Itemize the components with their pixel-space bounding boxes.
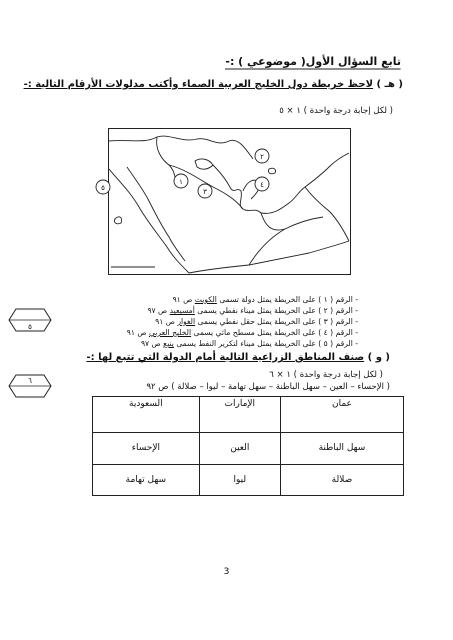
marker-4-label: ٤ bbox=[260, 181, 264, 189]
table-cell: العين bbox=[199, 433, 280, 464]
table-header-row bbox=[93, 397, 404, 433]
legend-item: - الرقم ( ٥ ) على الخريطة يمثل ميناء لتكرير النفط يسمى ينبع ص ٩٧ bbox=[140, 339, 358, 348]
question-h-grade: ( لكل إجابة درجة واحدة ) ١ × ٥ bbox=[279, 106, 393, 116]
score-box-5 bbox=[8, 308, 52, 332]
table-cell: ليوا bbox=[199, 464, 280, 495]
table-header-cell: السعودية bbox=[93, 397, 200, 433]
map-outline bbox=[109, 129, 350, 274]
table-row bbox=[93, 464, 404, 495]
question-h-label: ( هـ ) bbox=[376, 79, 403, 90]
question-w-text: صنف المناطق الزراعية التالية أمام الدولة التي تتبع لها :- bbox=[86, 352, 365, 363]
marker-1-label: ١ bbox=[179, 178, 183, 186]
section-continuation-text: تابع السؤال الأول( موضوعي ) :- bbox=[225, 55, 401, 68]
legend-item: - الرقم ( ٢ ) على الخريطة يمثل ميناء نفطي يسمى أمسيعيد ص ٩٧ bbox=[147, 306, 358, 315]
page-number: 3 bbox=[223, 567, 230, 577]
marker-3-label: ٣ bbox=[203, 188, 207, 196]
map-legend bbox=[127, 294, 358, 349]
legend-answer: أمسيعيد bbox=[169, 306, 195, 315]
marker-5 bbox=[93, 177, 113, 197]
legend-item: - الرقم ( ١ ) على الخريطة يمثل دولة تسمى الكويت ص ٩١ bbox=[172, 295, 358, 304]
score-box-5-label: ٥ bbox=[28, 323, 32, 331]
question-w-word-list: ( الإحساء – العين – سهل الباطنة – سهل تهامة – ليوا – صلالة ) ص ٩٢ bbox=[146, 382, 390, 392]
gulf-blank-map bbox=[101, 128, 351, 275]
legend-page: ص ٩٧ bbox=[140, 339, 161, 348]
title-underline bbox=[225, 68, 401, 70]
table-header-cell: عمان bbox=[280, 397, 403, 433]
question-h-heading bbox=[24, 79, 403, 90]
table-header-cell: الإمارات bbox=[199, 397, 280, 433]
table-cell: سهل الباطنة bbox=[280, 433, 403, 464]
question-w-label: ( و ) bbox=[367, 352, 390, 363]
question-h-text: لاحظ خريطة دول الخليج العربية الصماء وأكتب مدلولات الأرقام التالية :- bbox=[23, 79, 374, 90]
table-cell: الإحساء bbox=[93, 433, 200, 464]
marker-2-label: ٢ bbox=[260, 153, 264, 161]
legend-answer: الخليج العربي bbox=[148, 328, 192, 337]
legend-page: ص ٩١ bbox=[155, 317, 175, 326]
table-row bbox=[93, 433, 404, 464]
section-continuation-title bbox=[225, 55, 401, 68]
legend-item: - الرقم ( ٤ ) على الخريطة يمثل مسطح مائي يسمى الخليج العربي ص ٩١ bbox=[126, 328, 358, 337]
score-box-6 bbox=[8, 374, 52, 398]
legend-answer: الغوار bbox=[177, 317, 196, 326]
question-w-grade: ( لكل إجابة درجة واحدة ) ١ × ٦ bbox=[269, 370, 383, 380]
legend-answer: ينبع bbox=[163, 339, 174, 348]
legend-page: ص ٩١ bbox=[172, 295, 193, 304]
marker-5-label: ٥ bbox=[101, 184, 105, 192]
legend-page: ص ٩١ bbox=[126, 328, 147, 337]
score-box-6-label: ٦ bbox=[28, 377, 32, 385]
table-cell: صلالة bbox=[280, 464, 403, 495]
question-w-heading bbox=[86, 352, 390, 363]
legend-answer: الكويت bbox=[194, 295, 217, 304]
table-cell: سهل تهامة bbox=[93, 464, 200, 495]
legend-item: - الرقم ( ٣ ) على الخريطة يمثل حقل نفطي يسمى الغوار ص ٩١ bbox=[155, 317, 358, 326]
classification-table bbox=[92, 396, 404, 496]
legend-page: ص ٩٧ bbox=[147, 306, 168, 315]
